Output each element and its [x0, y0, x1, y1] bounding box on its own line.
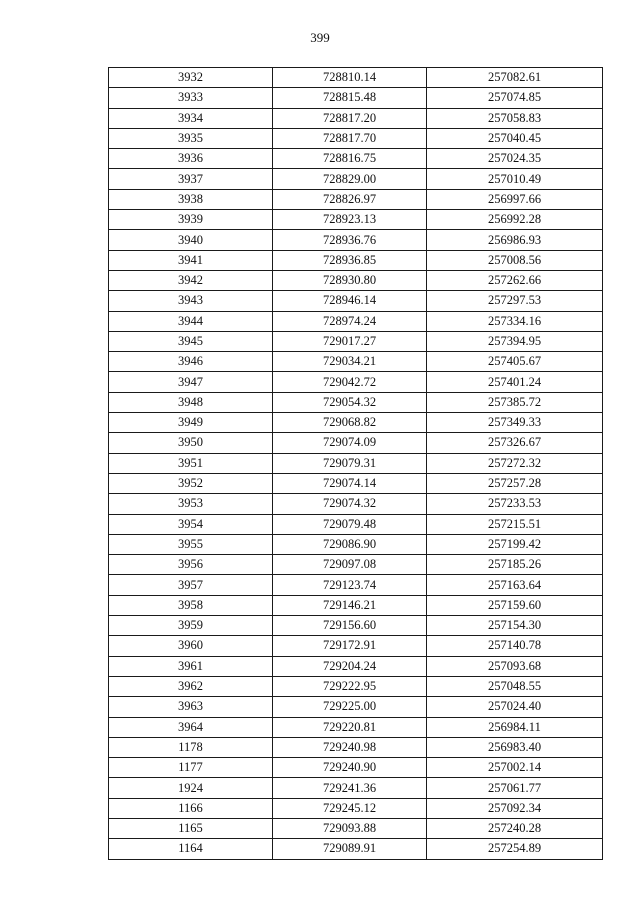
x-coordinate-cell: 729079.48: [273, 514, 427, 534]
x-coordinate-cell: 729079.31: [273, 453, 427, 473]
table-row: [109, 473, 603, 493]
y-coordinate-cell: 257405.67: [427, 352, 603, 372]
x-coordinate-cell: 728946.14: [273, 291, 427, 311]
point-number-cell: 1165: [109, 818, 273, 838]
point-number-cell: 3936: [109, 149, 273, 169]
y-coordinate-cell: 257401.24: [427, 372, 603, 392]
x-coordinate-cell: 729089.91: [273, 839, 427, 859]
x-coordinate-cell: 728826.97: [273, 189, 427, 209]
x-coordinate-cell: 728817.20: [273, 108, 427, 128]
point-number-cell: 3947: [109, 372, 273, 392]
x-coordinate-cell: 729172.91: [273, 636, 427, 656]
table-row: [109, 149, 603, 169]
y-coordinate-cell: 257334.16: [427, 311, 603, 331]
y-coordinate-cell: 257048.55: [427, 676, 603, 696]
coordinates-table-body: [109, 68, 603, 860]
table-row: [109, 331, 603, 351]
y-coordinate-cell: 257215.51: [427, 514, 603, 534]
x-coordinate-cell: 729097.08: [273, 555, 427, 575]
y-coordinate-cell: 256992.28: [427, 210, 603, 230]
y-coordinate-cell: 257140.78: [427, 636, 603, 656]
y-coordinate-cell: 257257.28: [427, 473, 603, 493]
table-row: [109, 413, 603, 433]
x-coordinate-cell: 729156.60: [273, 616, 427, 636]
point-number-cell: 3943: [109, 291, 273, 311]
point-number-cell: 3945: [109, 331, 273, 351]
y-coordinate-cell: 257326.67: [427, 433, 603, 453]
point-number-cell: 3949: [109, 413, 273, 433]
x-coordinate-cell: 729240.90: [273, 758, 427, 778]
y-coordinate-cell: 257240.28: [427, 818, 603, 838]
point-number-cell: 3944: [109, 311, 273, 331]
y-coordinate-cell: 257024.40: [427, 697, 603, 717]
table-row: [109, 534, 603, 554]
point-number-cell: 3934: [109, 108, 273, 128]
y-coordinate-cell: 257297.53: [427, 291, 603, 311]
x-coordinate-cell: 729054.32: [273, 392, 427, 412]
point-number-cell: 3937: [109, 169, 273, 189]
point-number-cell: 3962: [109, 676, 273, 696]
point-number-cell: 1178: [109, 737, 273, 757]
table-row: [109, 352, 603, 372]
y-coordinate-cell: 257082.61: [427, 68, 603, 88]
y-coordinate-cell: 257002.14: [427, 758, 603, 778]
x-coordinate-cell: 729042.72: [273, 372, 427, 392]
y-coordinate-cell: 256986.93: [427, 230, 603, 250]
y-coordinate-cell: 257394.95: [427, 331, 603, 351]
point-number-cell: 3942: [109, 270, 273, 290]
table-row: [109, 717, 603, 737]
x-coordinate-cell: 729034.21: [273, 352, 427, 372]
y-coordinate-cell: 257199.42: [427, 534, 603, 554]
table-row: [109, 798, 603, 818]
y-coordinate-cell: 257349.33: [427, 413, 603, 433]
y-coordinate-cell: 257024.35: [427, 149, 603, 169]
table-row: [109, 697, 603, 717]
table-row: [109, 839, 603, 859]
point-number-cell: 3948: [109, 392, 273, 412]
point-number-cell: 3935: [109, 128, 273, 148]
x-coordinate-cell: 729074.14: [273, 473, 427, 493]
table-row: [109, 737, 603, 757]
y-coordinate-cell: 257163.64: [427, 575, 603, 595]
table-row: [109, 453, 603, 473]
table-row: [109, 189, 603, 209]
x-coordinate-cell: 728923.13: [273, 210, 427, 230]
coordinates-table: [108, 67, 603, 860]
page-number: 399: [310, 30, 330, 45]
point-number-cell: 3952: [109, 473, 273, 493]
y-coordinate-cell: 257074.85: [427, 88, 603, 108]
table-row: [109, 311, 603, 331]
y-coordinate-cell: 257254.89: [427, 839, 603, 859]
table-row: [109, 128, 603, 148]
x-coordinate-cell: 729074.09: [273, 433, 427, 453]
table-row: [109, 494, 603, 514]
point-number-cell: 3957: [109, 575, 273, 595]
x-coordinate-cell: 728829.00: [273, 169, 427, 189]
y-coordinate-cell: 257092.34: [427, 798, 603, 818]
table-row: [109, 270, 603, 290]
x-coordinate-cell: 728810.14: [273, 68, 427, 88]
x-coordinate-cell: 729240.98: [273, 737, 427, 757]
point-number-cell: 3950: [109, 433, 273, 453]
y-coordinate-cell: 256997.66: [427, 189, 603, 209]
table-row: [109, 656, 603, 676]
point-number-cell: 1177: [109, 758, 273, 778]
y-coordinate-cell: 257262.66: [427, 270, 603, 290]
x-coordinate-cell: 729074.32: [273, 494, 427, 514]
y-coordinate-cell: 256983.40: [427, 737, 603, 757]
x-coordinate-cell: 729123.74: [273, 575, 427, 595]
x-coordinate-cell: 728816.75: [273, 149, 427, 169]
point-number-cell: 3955: [109, 534, 273, 554]
point-number-cell: 3939: [109, 210, 273, 230]
y-coordinate-cell: 257154.30: [427, 616, 603, 636]
point-number-cell: 3941: [109, 250, 273, 270]
y-coordinate-cell: 257385.72: [427, 392, 603, 412]
point-number-cell: 3964: [109, 717, 273, 737]
y-coordinate-cell: 257058.83: [427, 108, 603, 128]
table-row: [109, 88, 603, 108]
table-row: [109, 818, 603, 838]
x-coordinate-cell: 729241.36: [273, 778, 427, 798]
table-row: [109, 676, 603, 696]
y-coordinate-cell: 257008.56: [427, 250, 603, 270]
y-coordinate-cell: 257040.45: [427, 128, 603, 148]
table-row: [109, 291, 603, 311]
point-number-cell: 3960: [109, 636, 273, 656]
x-coordinate-cell: 729017.27: [273, 331, 427, 351]
x-coordinate-cell: 728936.76: [273, 230, 427, 250]
point-number-cell: 3956: [109, 555, 273, 575]
table-row: [109, 616, 603, 636]
table-row: [109, 636, 603, 656]
x-coordinate-cell: 728817.70: [273, 128, 427, 148]
table-row: [109, 108, 603, 128]
table-row: [109, 778, 603, 798]
table-row: [109, 372, 603, 392]
point-number-cell: 3953: [109, 494, 273, 514]
table-row: [109, 514, 603, 534]
point-number-cell: 3946: [109, 352, 273, 372]
x-coordinate-cell: 729068.82: [273, 413, 427, 433]
y-coordinate-cell: 257010.49: [427, 169, 603, 189]
table-row: [109, 555, 603, 575]
x-coordinate-cell: 729225.00: [273, 697, 427, 717]
point-number-cell: 3932: [109, 68, 273, 88]
table-row: [109, 250, 603, 270]
x-coordinate-cell: 729222.95: [273, 676, 427, 696]
table-row: [109, 392, 603, 412]
x-coordinate-cell: 729220.81: [273, 717, 427, 737]
x-coordinate-cell: 728930.80: [273, 270, 427, 290]
point-number-cell: 3959: [109, 616, 273, 636]
point-number-cell: 3951: [109, 453, 273, 473]
x-coordinate-cell: 729146.21: [273, 595, 427, 615]
point-number-cell: 1164: [109, 839, 273, 859]
table-row: [109, 575, 603, 595]
x-coordinate-cell: 729245.12: [273, 798, 427, 818]
point-number-cell: 1924: [109, 778, 273, 798]
table-row: [109, 210, 603, 230]
y-coordinate-cell: 257159.60: [427, 595, 603, 615]
y-coordinate-cell: 256984.11: [427, 717, 603, 737]
x-coordinate-cell: 729086.90: [273, 534, 427, 554]
x-coordinate-cell: 728815.48: [273, 88, 427, 108]
table-row: [109, 68, 603, 88]
y-coordinate-cell: 257185.26: [427, 555, 603, 575]
point-number-cell: 1166: [109, 798, 273, 818]
point-number-cell: 3933: [109, 88, 273, 108]
point-number-cell: 3954: [109, 514, 273, 534]
y-coordinate-cell: 257093.68: [427, 656, 603, 676]
table-row: [109, 433, 603, 453]
point-number-cell: 3961: [109, 656, 273, 676]
y-coordinate-cell: 257272.32: [427, 453, 603, 473]
point-number-cell: 3958: [109, 595, 273, 615]
point-number-cell: 3963: [109, 697, 273, 717]
table-row: [109, 595, 603, 615]
table-row: [109, 169, 603, 189]
table-row: [109, 758, 603, 778]
point-number-cell: 3940: [109, 230, 273, 250]
table-row: [109, 230, 603, 250]
x-coordinate-cell: 729093.88: [273, 818, 427, 838]
x-coordinate-cell: 728974.24: [273, 311, 427, 331]
y-coordinate-cell: 257061.77: [427, 778, 603, 798]
y-coordinate-cell: 257233.53: [427, 494, 603, 514]
point-number-cell: 3938: [109, 189, 273, 209]
x-coordinate-cell: 728936.85: [273, 250, 427, 270]
x-coordinate-cell: 729204.24: [273, 656, 427, 676]
